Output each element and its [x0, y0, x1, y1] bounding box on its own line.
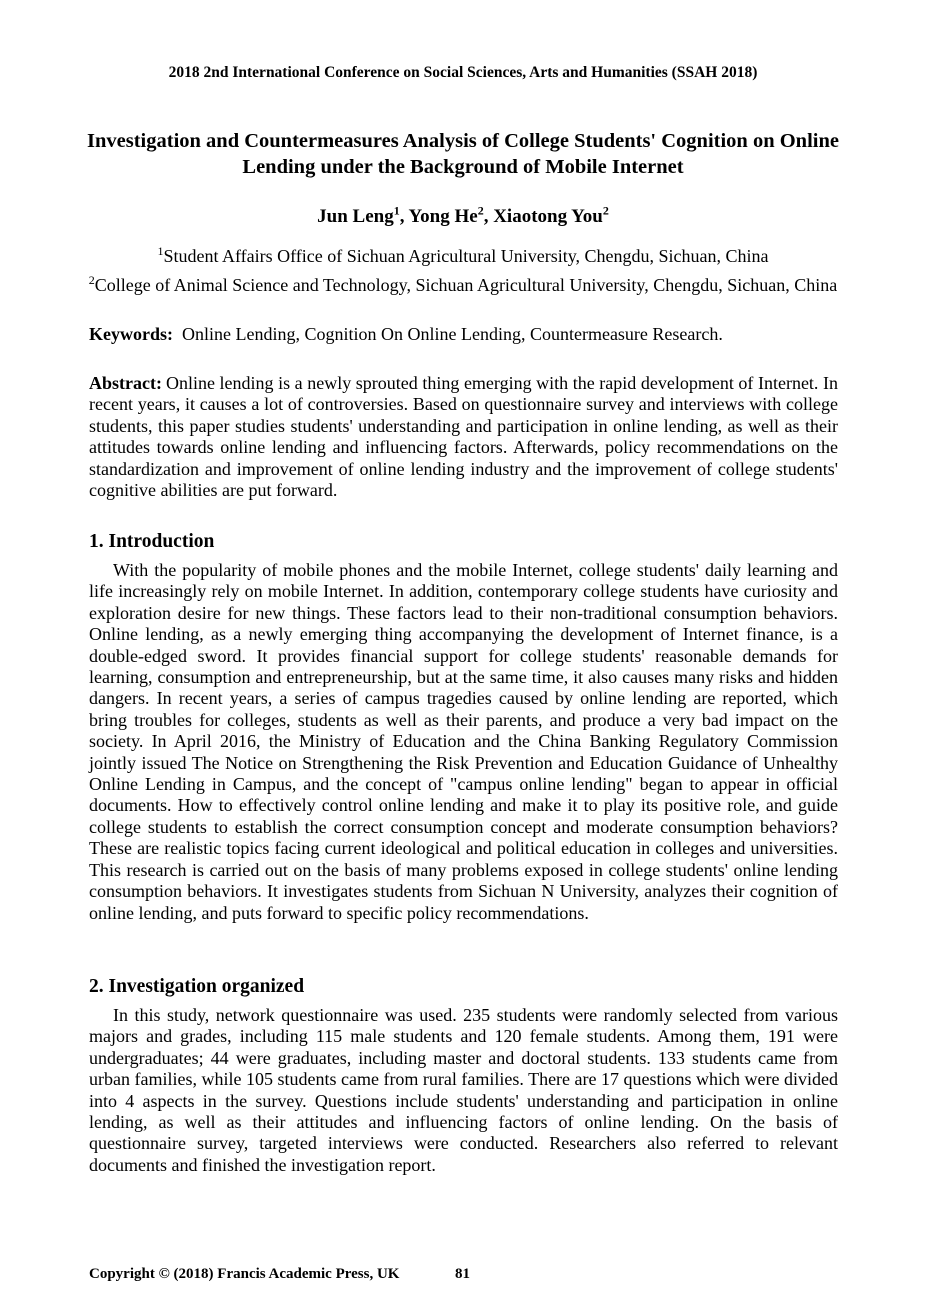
- section-heading-introduction: 1. Introduction: [89, 531, 215, 552]
- author-superscript: 2: [602, 203, 609, 218]
- abstract-label: Abstract:: [89, 373, 162, 393]
- affiliation-text: College of Animal Science and Technology, Sichuan Agricultural University, Chengdu, Sichuan, China: [94, 275, 838, 295]
- author-superscript: 1: [393, 203, 400, 218]
- section-heading-investigation-organized: 2. Investigation organized: [89, 976, 305, 997]
- affiliation-line: [0, 274, 926, 296]
- affiliation-line: [0, 245, 926, 267]
- keywords-text: Online Lending, Cognition On Online Lending, Countermeasure Research.: [182, 324, 723, 344]
- authors-line: [0, 205, 926, 229]
- author-name: Jun Leng: [317, 206, 394, 227]
- abstract-paragraph: [89, 373, 838, 501]
- section-paragraph-investigation-organized: In this study, network questionnaire was used. 235 students were randomly selected from various majors and grades, including 115 male students and 120 female students. Among them, 191 were undergraduates; 44 were graduates, including master and doctoral students. 133 students came from urban families, while 105 students came from rural families. There are 17 questions which were divided into 4 aspects in the survey. Questions include students' understanding and participation in online lending, as well as their attitudes and influencing factors of online lending. On the basis of questionnaire survey, targeted interviews were conducted. Researchers also referred to relevant documents and finished the investigation report.: [89, 1005, 838, 1175]
- conference-header: 2018 2nd International Conference on Social Sciences, Arts and Humanities (SSAH 2018): [168, 64, 758, 81]
- keywords-line: [89, 324, 838, 345]
- page-footer: [89, 1265, 838, 1284]
- paper-title: Investigation and Countermeasures Analysis of College Students' Cognition on Online Lending under the Background of Mobile Internet: [87, 130, 839, 178]
- footer-copyright: Copyright © (2018) Francis Academic Press, UK: [89, 1266, 400, 1282]
- affiliation-superscript: 2: [88, 273, 95, 287]
- author-separator: ,: [399, 206, 409, 227]
- abstract-text: Online lending is a newly sprouted thing emerging with the rapid development of Internet. In recent years, it causes a lot of controversies. Based on questionnaire survey and interviews with college students, this paper studies students' understanding and participation in online lending, as well as their attitudes towards online lending and influencing factors. Afterwards, policy recommendations on the standardization and improvement of online lending industry and the improvement of college students' cognitive abilities are put forward.: [89, 373, 838, 501]
- author-name: Xiaotong You: [493, 206, 603, 227]
- affiliation-superscript: 1: [157, 244, 164, 258]
- author-superscript: 2: [477, 203, 484, 218]
- page-number: 81: [455, 1266, 470, 1282]
- affiliation-text: Student Affairs Office of Sichuan Agricultural University, Chengdu, Sichuan, China: [163, 246, 769, 266]
- section-paragraph-introduction: With the popularity of mobile phones and the mobile Internet, college students' daily learning and life increasingly rely on mobile Internet. In addition, contemporary college students have curiosity and exploration desire for new things. These factors lead to their non-traditional consumption behaviors. Online lending, as a newly emerging thing accompanying the development of Internet finance, is a double-edged sword. It provides financial support for college students' reasonable demands for learning, consumption and entrepreneurship, but at the same time, it also causes many risks and hidden dangers. In recent years, a series of campus tragedies caused by online lending are reported, which bring troubles for colleges, students as well as their parents, and produce a very bad impact on the society. In April 2016, the Ministry of Education and the China Banking Regulatory Commission jointly issued The Notice on Strengthening the Risk Prevention and Education Guidance of Unhealthy Online Lending in Campus, and the concept of "campus online lending" began to appear in official documents. How to effectively control online lending and make it to play its positive role, and guide college students to establish the correct consumption concept and moderate consumption behaviors? These are realistic topics facing current ideological and political education in colleges and universities. This research is carried out on the basis of many problems exposed in college students' online lending consumption behaviors. It investigates students from Sichuan N University, analyzes their cognition of online lending, and puts forward to specific policy recommendations.: [89, 560, 838, 923]
- author-name: Yong He: [408, 206, 478, 227]
- keywords-label: Keywords:: [89, 324, 173, 344]
- author-separator: ,: [483, 206, 494, 227]
